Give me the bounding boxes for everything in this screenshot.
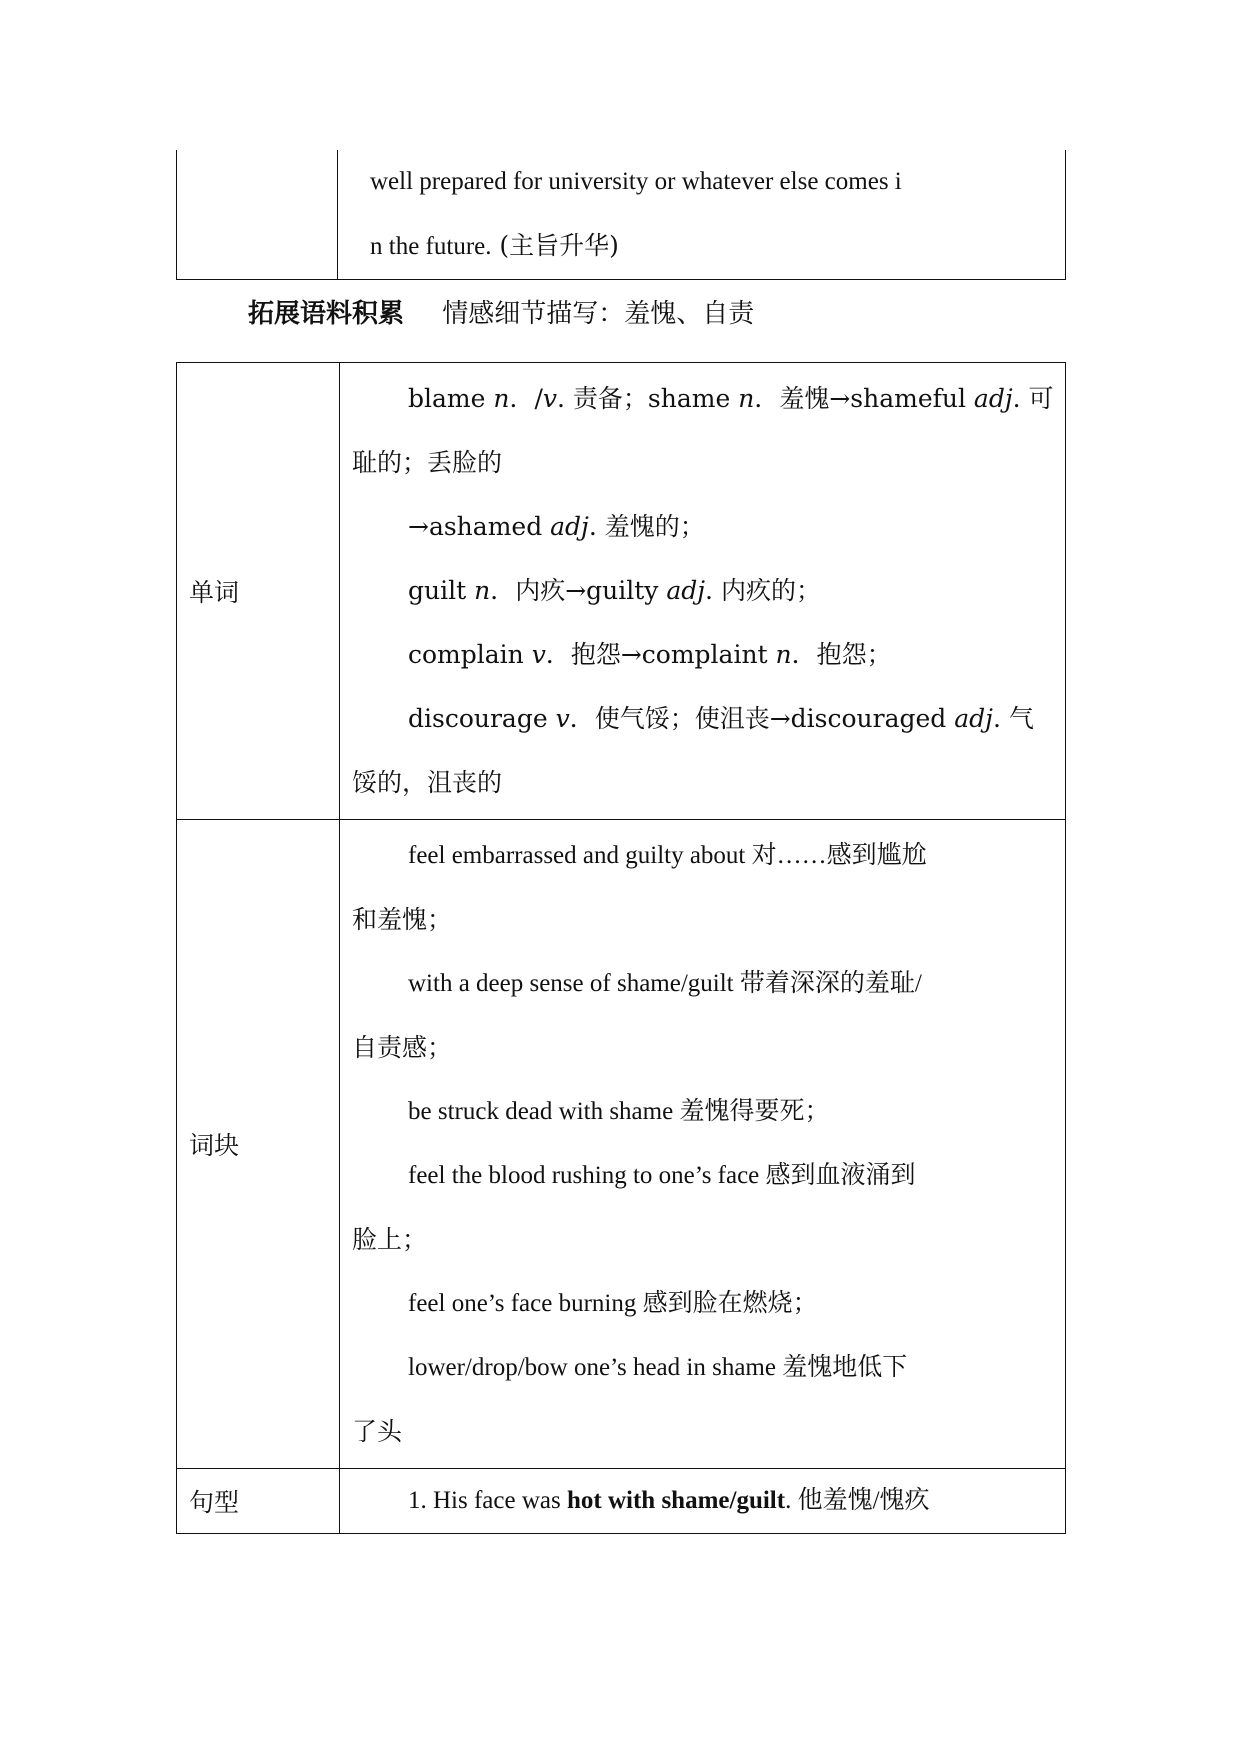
chunks-line-6b: 了头 xyxy=(352,1417,403,1446)
top-table-label-cell xyxy=(177,150,338,280)
vocabulary-table xyxy=(176,362,1066,1534)
table-row-chunks xyxy=(177,820,1066,1469)
row-label-chunks: 词块 xyxy=(177,820,340,1469)
chunks-line-3: be struck dead with shame 羞愧得要死； xyxy=(408,1098,830,1125)
section-title: 拓展语料积累 xyxy=(248,299,405,329)
chunks-line-5: feel one’s face burning 感到脸在燃烧； xyxy=(408,1290,818,1317)
chunks-line-2: with a deep sense of shame/guilt 带着深深的羞耻/ xyxy=(408,970,922,997)
patterns-line-1: 1. His face was hot with shame/guilt. 他羞愧/愧疚 xyxy=(408,1487,930,1514)
row-content-patterns xyxy=(340,1469,1066,1534)
chunks-line-1b: 和羞愧； xyxy=(352,905,453,934)
words-line-6: discourage v．使气馁；使沮丧→discouraged adj. 气 xyxy=(408,704,1034,733)
top-table-content-cell xyxy=(338,150,1066,280)
chunks-line-4: feel the blood rushing to one’s face 感到血液涌到 xyxy=(408,1162,916,1189)
section-subtitle: 情感细节描写：羞愧、自责 xyxy=(442,299,755,329)
words-line-7: 馁的，沮丧的 xyxy=(352,768,503,797)
words-line-2: 耻的；丢脸的 xyxy=(352,448,503,477)
row-content-chunks xyxy=(340,820,1066,1469)
chunks-line-2b: 自责感； xyxy=(352,1033,453,1062)
row-content-words xyxy=(340,363,1066,820)
section-heading xyxy=(248,293,754,330)
row-label-words: 单词 xyxy=(177,363,340,820)
chunks-line-1: feel embarrassed and guilty about 对……感到尴尬 xyxy=(408,842,927,869)
chunks-line-6: lower/drop/bow one’s head in shame 羞愧地低下 xyxy=(408,1354,908,1381)
words-line-4: guilt n．内疚→guilty adj. 内疚的； xyxy=(408,576,821,605)
top-line-2: n the future. (主旨升华) xyxy=(370,231,619,260)
top-table-fragment xyxy=(176,150,1066,280)
table-row-patterns xyxy=(177,1469,1066,1534)
row-label-patterns: 句型 xyxy=(177,1469,340,1534)
top-line-1: well prepared for university or whatever else comes i xyxy=(370,168,902,195)
table-row-words xyxy=(177,363,1066,820)
chunks-line-4b: 脸上； xyxy=(352,1225,428,1254)
words-line-1: blame n．/v. 责备；shame n．羞愧→shameful adj. 可 xyxy=(408,384,1054,413)
words-line-3: →ashamed adj. 羞愧的； xyxy=(408,512,705,541)
words-line-5: complain v．抱怨→complaint n．抱怨； xyxy=(408,640,892,669)
